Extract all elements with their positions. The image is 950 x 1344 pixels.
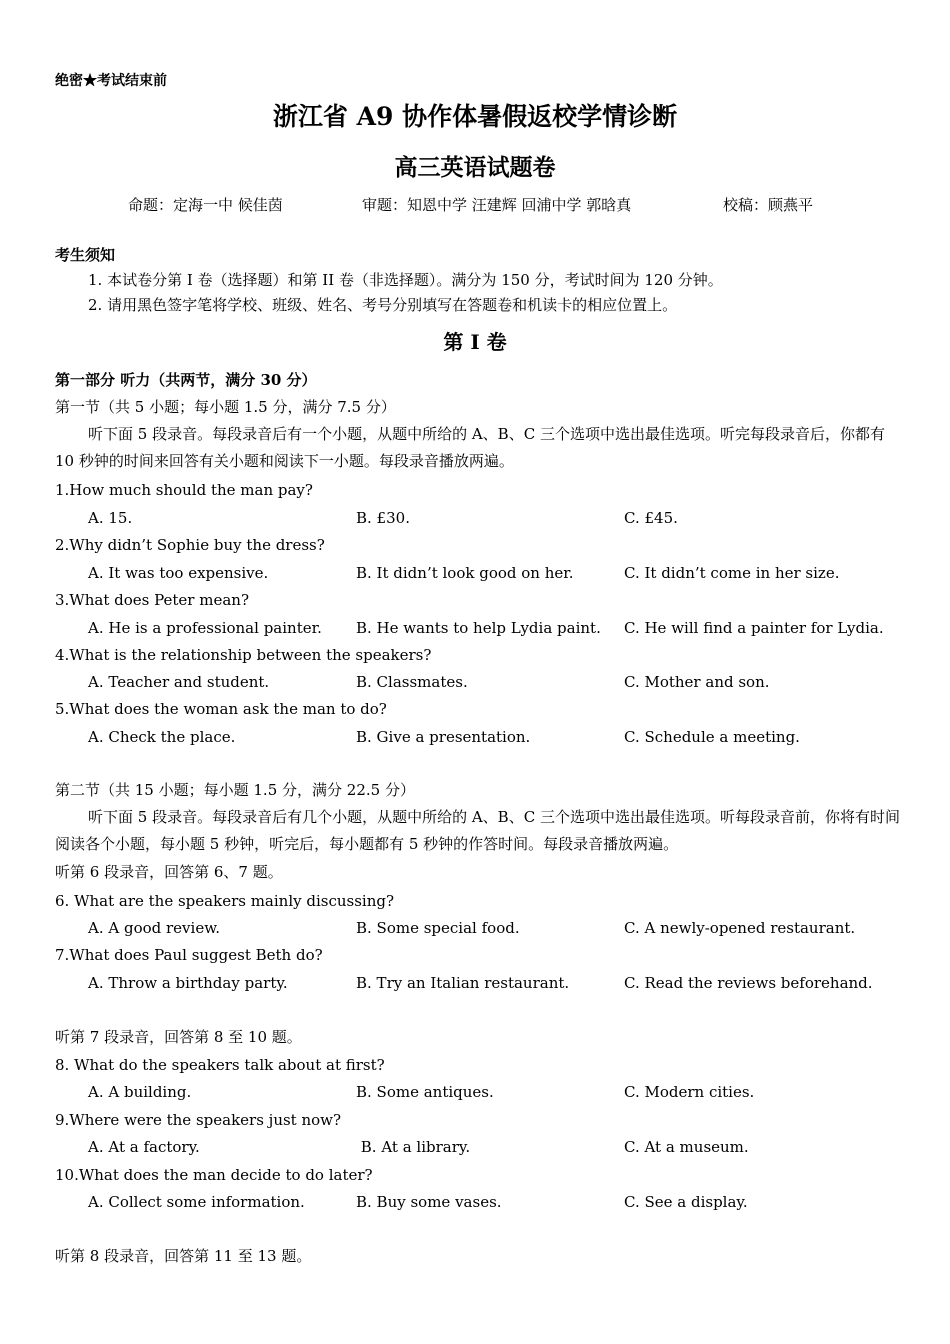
option-a: A. It was too expensive. [88, 564, 269, 582]
notice-item: 2. 请用黑色签字笔将学校、班级、姓名、考号分别填写在答题卷和机读卡的相应位置上。 [88, 296, 678, 314]
section-instructions: 听下面 5 段录音。每段录音后有一个小题，从题中所给的 A、B、C 三个选项中选出最佳选项。听完每段录音后，你都有 10 秒钟的时间来回答有关小题和阅读下一小题。每段录音播放两遍。 [55, 425, 885, 470]
credit-author: 命题：定海一中 候佳茵 [128, 196, 283, 214]
option-a: A. Collect some information. [88, 1193, 305, 1211]
part-heading: 第一部分 听力（共两节，满分 30 分） [55, 371, 317, 389]
question-9: 9.Where were the speakers just now? [55, 1111, 342, 1129]
option-b: B. £30. [356, 509, 410, 527]
question-8: 8. What do the speakers talk about at first? [55, 1056, 385, 1074]
option-c: C. A newly-opened restaurant. [624, 919, 856, 937]
option-a: A. Throw a birthday party. [88, 974, 288, 992]
question-7: 7.What does Paul suggest Beth do? [55, 946, 323, 964]
option-b: B. Classmates. [356, 673, 468, 691]
exam-subtitle: 高三英语试题卷 [394, 154, 556, 181]
option-b: B. At a library. [356, 1138, 471, 1156]
question-2: 2.Why didn’t Sophie buy the dress? [55, 536, 325, 554]
question-5: 5.What does the woman ask the man to do? [55, 700, 387, 718]
option-c: C. Modern cities. [624, 1083, 755, 1101]
option-b: B. Buy some vases. [356, 1193, 502, 1211]
option-a: A. A good review. [88, 919, 221, 937]
question-3: 3.What does Peter mean? [55, 591, 249, 609]
question-6: 6. What are the speakers mainly discussing? [55, 892, 395, 910]
option-c: C. Schedule a meeting. [624, 728, 800, 746]
option-a: A. At a factory. [88, 1138, 200, 1156]
option-c: C. It didn’t come in her size. [624, 564, 840, 582]
option-a: A. Teacher and student. [88, 673, 270, 691]
option-c: C. At a museum. [624, 1138, 749, 1156]
question-4: 4.What is the relationship between the speakers? [55, 646, 432, 664]
audio-instruction: 听第 7 段录音，回答第 8 至 10 题。 [55, 1028, 302, 1046]
notice-heading: 考生须知 [55, 246, 116, 264]
question-1: 1.How much should the man pay? [55, 481, 313, 499]
section-heading: 第二节（共 15 小题；每小题 1.5 分，满分 22.5 分） [55, 781, 415, 799]
option-c: C. Read the reviews beforehand. [624, 974, 873, 992]
volume-heading: 第 I 卷 [443, 330, 507, 354]
option-a: A. He is a professional painter. [88, 619, 322, 637]
option-a: A. Check the place. [88, 728, 236, 746]
exam-title: 浙江省 A9 协作体暑假返校学情诊断 [272, 102, 678, 131]
option-c: C. Mother and son. [624, 673, 770, 691]
option-b: B. Some antiques. [356, 1083, 494, 1101]
option-a: A. 15. [88, 509, 133, 527]
option-b: B. Some special food. [356, 919, 520, 937]
option-b: B. Give a presentation. [356, 728, 531, 746]
option-b: B. It didn’t look good on her. [356, 564, 574, 582]
option-b: B. Try an Italian restaurant. [356, 974, 570, 992]
option-a: A. A building. [88, 1083, 192, 1101]
confidential-label: 绝密★考试结束前 [55, 73, 167, 89]
option-c: C. See a display. [624, 1193, 748, 1211]
section-instructions: 听下面 5 段录音。每段录音后有几个小题，从题中所给的 A、B、C 三个选项中选出最佳选项。听每段录音前，你将有时间阅读各个小题，每小题 5 秒钟，听完后，每小题都有 5 秒钟的作答时间。每段录音播放两遍。 [55, 808, 900, 853]
option-b: B. He wants to help Lydia paint. [356, 619, 601, 637]
credit-proofreader: 校稿：顾燕平 [723, 196, 814, 214]
option-c: C. £45. [624, 509, 678, 527]
audio-instruction: 听第 6 段录音，回答第 6、7 题。 [55, 863, 283, 881]
credit-reviewer: 审题：知恩中学 汪建辉 回浦中学 郭晗真 [362, 196, 632, 214]
audio-instruction: 听第 8 段录音，回答第 11 至 13 题。 [55, 1247, 312, 1265]
question-10: 10.What does the man decide to do later? [55, 1166, 373, 1184]
section-heading: 第一节（共 5 小题；每小题 1.5 分，满分 7.5 分） [55, 398, 396, 416]
notice-item: 1. 本试卷分第 I 卷（选择题）和第 II 卷（非选择题）。满分为 150 分，考试时间为 120 分钟。 [88, 271, 723, 289]
option-c: C. He will find a painter for Lydia. [624, 619, 884, 637]
